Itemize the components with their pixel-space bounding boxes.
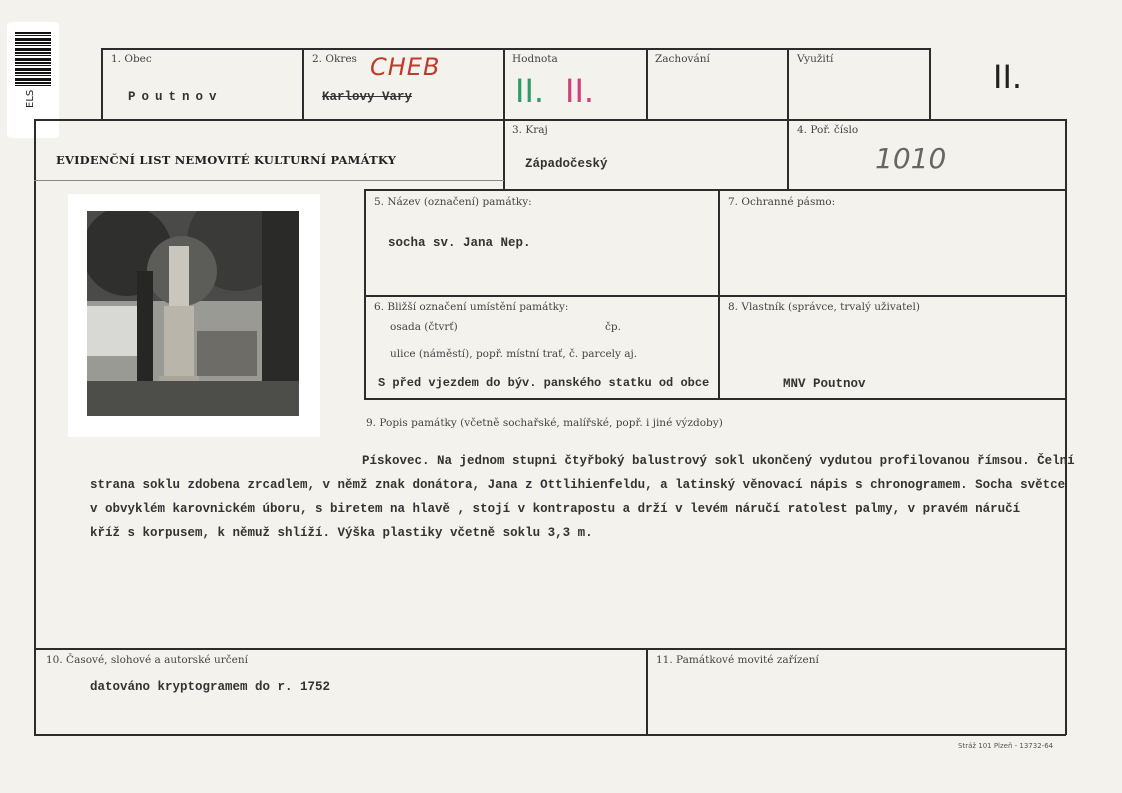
umisteni-value: S před vjezdem do býv. panského statku od obce <box>378 376 710 390</box>
zachovani-label: Zachování <box>655 53 710 65</box>
kraj-value: Západočeský <box>525 157 608 171</box>
nazev-value: socha sv. Jana Nep. <box>388 236 531 250</box>
umisteni-label: 6. Bližší označení umístění památky: <box>374 301 569 313</box>
grid-line <box>646 648 648 735</box>
por-cislo-label: 4. Poř. číslo <box>797 124 859 136</box>
grid-line <box>646 48 648 120</box>
grid-line <box>34 648 1066 650</box>
hodnota-pink: II. <box>565 72 595 110</box>
category-mark: II. <box>993 58 1023 96</box>
grid-line <box>364 189 504 191</box>
grid-line <box>101 119 1066 121</box>
frame-bottom <box>34 734 1066 736</box>
grid-line <box>718 189 720 399</box>
grid-line <box>302 48 304 120</box>
grid-line <box>101 48 103 120</box>
hodnota-green: II. <box>515 72 545 110</box>
popis-line: Pískovec. Na jednom stupni čtyřboký balustrový sokl ukončený vydutou profilovanou římsou. Čelní <box>362 454 1075 468</box>
casove-urceni-label: 10. Časové, slohové a autorské určení <box>46 654 248 666</box>
okres-value: Karlovy Vary <box>322 90 413 104</box>
movite-zarizeni-label: 11. Památkové movité zařízení <box>656 654 819 666</box>
por-cislo-value: 1010 <box>875 142 947 175</box>
vyuziti-label: Využití <box>797 53 834 65</box>
grid-line <box>364 398 1066 400</box>
casove-urceni-value: datováno kryptogramem do r. 1752 <box>90 680 331 694</box>
popis-line: kříž s korpusem, k němuž shlíží. Výška plastiky včetně soklu 3,3 m. <box>90 526 593 540</box>
popis-text <box>90 449 1075 545</box>
obec-value: Poutnov <box>128 90 223 104</box>
grid-line <box>34 119 103 121</box>
title-underline <box>34 180 504 181</box>
printer-note: Stráž 101 Plzeň - 13732-64 <box>958 742 1054 750</box>
popis-label: 9. Popis památky (včetně sochařské, malířské, popř. i jiné výzdoby) <box>366 417 723 429</box>
vlastnik-label: 8. Vlastník (správce, trvalý uživatel) <box>728 301 920 313</box>
kraj-label: 3. Kraj <box>512 124 548 136</box>
top-border <box>101 48 930 50</box>
hodnota-label: Hodnota <box>512 53 558 65</box>
vlastnik-value: MNV Poutnov <box>783 377 866 391</box>
grid-line <box>364 189 366 399</box>
barcode-sticker <box>7 22 59 138</box>
ulice-label: ulice (náměstí), popř. místní trať, č. parcely aj. <box>390 348 638 360</box>
popis-line: strana soklu zdobena zrcadlem, v němž znak donátora, Jana z Ottlihienfeldu, a latinský věnovací nápis s chronogramem. Socha světce <box>90 478 1066 492</box>
okres-label: 2. Okres <box>312 53 357 65</box>
frame-left <box>34 119 36 735</box>
form-title: EVIDENČNÍ LIST NEMOVITÉ KULTURNÍ PAMÁTKY <box>56 153 397 167</box>
cp-label: čp. <box>605 321 621 333</box>
statue-photo <box>87 211 299 416</box>
popis-line: v obvyklém karovnickém úboru, s biretem na hlavě , stojí v kontrapostu a drží v levém náručí ratolest palmy, v pravém náručí <box>90 502 1021 516</box>
nazev-label: 5. Název (označení) památky: <box>374 196 532 208</box>
obec-label: 1. Obec <box>111 53 152 65</box>
barcode-label: ELS <box>25 89 36 108</box>
grid-line <box>929 48 931 120</box>
frame-right <box>1065 119 1067 735</box>
barcode-icon <box>15 32 51 86</box>
osada-label: osada (čtvrť) <box>390 321 458 333</box>
okres-handwritten: CHEB <box>370 53 441 81</box>
grid-line <box>364 295 1066 297</box>
grid-line <box>503 189 1066 191</box>
ochranne-pasmo-label: 7. Ochranné pásmo: <box>728 196 836 208</box>
